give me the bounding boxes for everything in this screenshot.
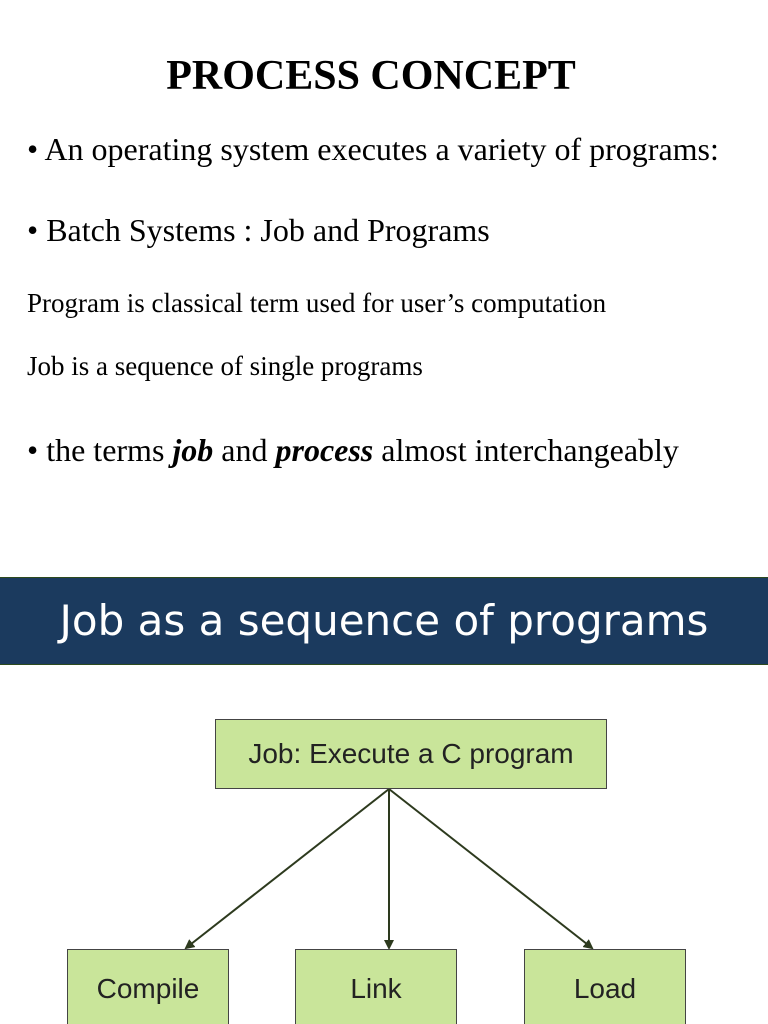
- bullet-text: Batch Systems : Job and Programs: [46, 212, 490, 248]
- bullet-terms: [27, 430, 679, 470]
- bullet-marker: •: [27, 212, 39, 248]
- node-compile: Compile: [67, 949, 229, 1024]
- bullet-text: An operating system executes a variety of programs:: [44, 131, 719, 167]
- section-banner: [0, 577, 768, 665]
- bullet-text-suffix: almost interchangeably: [373, 432, 679, 468]
- bullet-text-prefix: the terms: [46, 432, 173, 468]
- bullet-marker: •: [27, 432, 39, 468]
- edge-to-load: [389, 789, 592, 948]
- bullet-batch-systems: [27, 210, 490, 250]
- bullet-marker: •: [27, 131, 39, 167]
- slide-title: PROCESS CONCEPT: [166, 53, 576, 99]
- job-sequence-diagram: [0, 700, 768, 1024]
- banner-title: Job as a sequence of programs: [59, 596, 709, 645]
- definition-job: Job is a sequence of single programs: [27, 351, 423, 381]
- term-job: job: [172, 432, 214, 468]
- node-load: Load: [524, 949, 686, 1024]
- node-link: Link: [295, 949, 457, 1024]
- definition-program: Program is classical term used for user’s computation: [27, 288, 607, 318]
- bullet-text-middle: and: [213, 432, 276, 468]
- node-job-root: Job: Execute a C program: [215, 719, 607, 789]
- term-process: process: [275, 432, 374, 468]
- bullet-operating-system: [27, 130, 739, 168]
- edge-to-compile: [186, 789, 389, 948]
